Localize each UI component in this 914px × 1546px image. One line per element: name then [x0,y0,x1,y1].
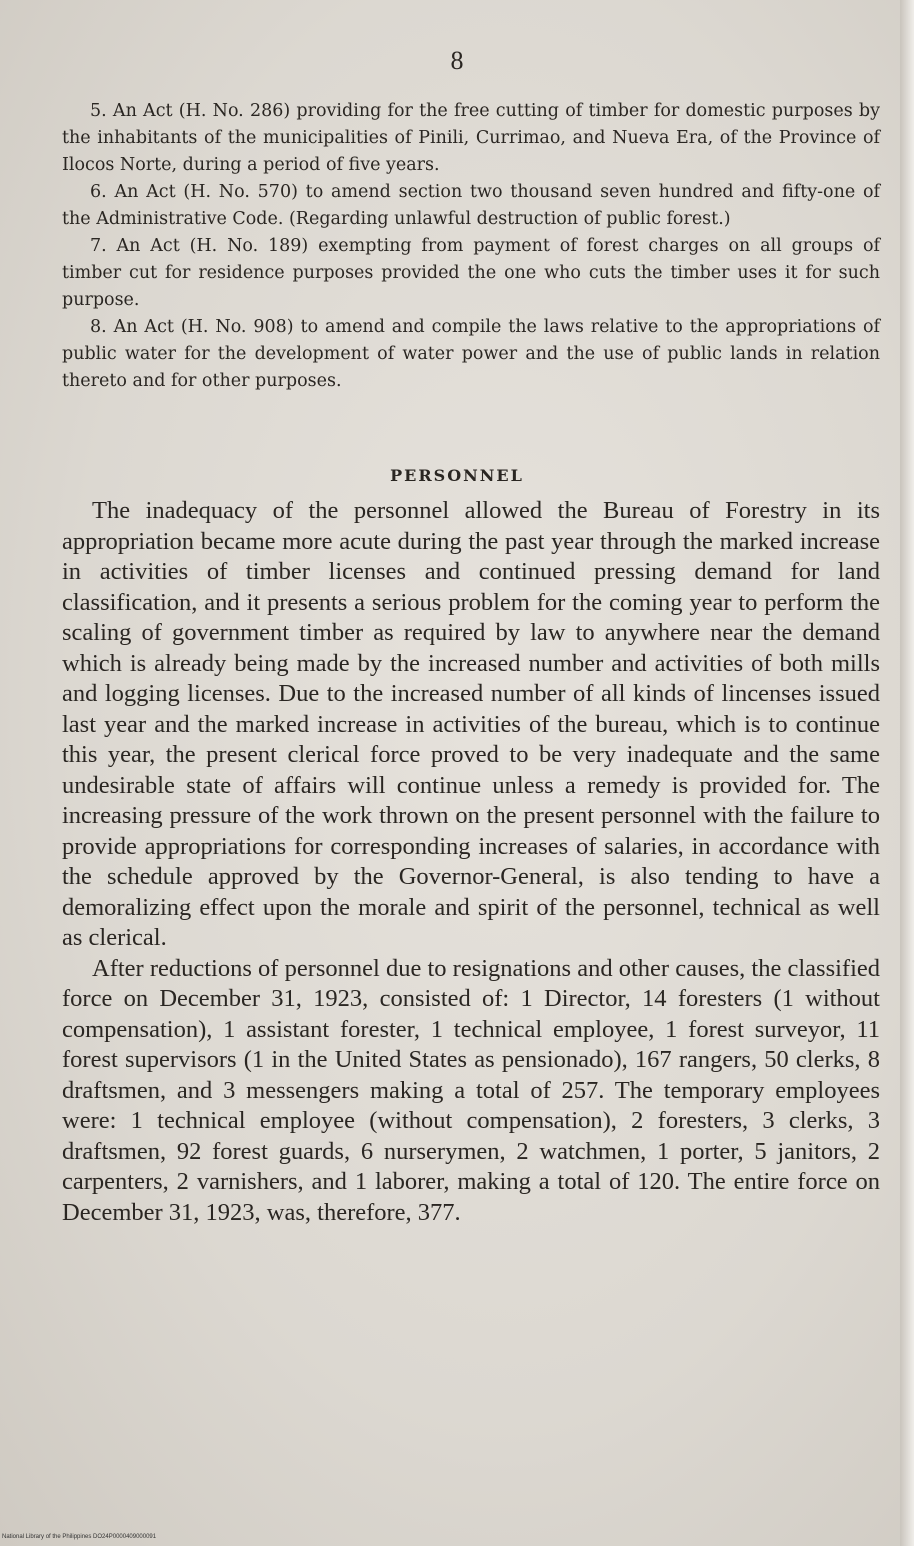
section-heading: PERSONNEL [390,466,524,485]
act-item: 5. An Act (H. No. 286) providing for the free cutting of timber for domestic purposes by the inhabitants of the municipalities of Pinili, Currimao, and Nueva Era, of the Province of Ilocos Norte, during a period of five years. [62,101,880,175]
personnel-section [62,496,880,1228]
act-item: 7. An Act (H. No. 189) exempting from payment of forest charges on all groups of timber cut for residence purposes provided the one who cuts the timber uses it for such purpose. [62,236,880,310]
acts-list [62,98,880,395]
page-number: 8 [450,46,464,75]
footer-credit: National Library of the Philippines DO24P0000409000091 [2,1534,157,1540]
act-item: 6. An Act (H. No. 570) to amend section two thousand seven hundred and fifty-one of the Administrative Code. (Regarding unlawful destruction of public forest.) [62,182,880,229]
page-edge-shadow [900,0,914,1546]
body-paragraph: After reductions of personnel due to resignations and other causes, the classified force on December 31, 1923, consisted of: 1 Director, 14 foresters (1 without compensation), 1 assistant forester, 1 technical employee, 1 forest surveyor, 11 forest supervisors (1 in the United States as pensionado), 167 rangers, 50 clerks, 8 draftsmen, and 3 messengers making a total of 257. The temporary employees were: 1 technical employee (without compensation), 2 foresters, 3 clerks, 3 draftsmen, 92 forest guards, 6 nurserymen, 2 watchmen, 1 porter, 5 janitors, 2 carpenters, 2 varnishers, and 1 laborer, making a total of 120. The entire force on December 31, 1923, was, therefore, 377. [62,954,880,1226]
act-item: 8. An Act (H. No. 908) to amend and compile the laws relative to the appropriations of public water for the development of water power and the use of public lands in relation thereto and for other purposes. [62,317,880,391]
body-paragraph: The inadequacy of the personnel allowed the Bureau of Forestry in its appropriation became more acute during the past year through the marked increase in activities of timber licenses and continued pressing demand for land classification, and it presents a serious problem for the coming year to perform the scaling of government timber as required by law to anywhere near the demand which is already being made by the increased number and activities of both mills and logging licenses. Due to the increased number of all kinds of lincenses issued last year and the marked increase in activities of the bureau, which is to continue this year, the present clerical force proved to be very inadequate and the same undesirable state of affairs will continue unless a remedy is provided for. The increasing pressure of the work thrown on the present personnel with the failure to provide appropriations for corresponding increases of salaries, in accordance with the schedule approved by the Governor-General, is also tending to have a demoralizing effect upon the morale and spirit of the personnel, technical as well as clerical. [62,497,880,951]
